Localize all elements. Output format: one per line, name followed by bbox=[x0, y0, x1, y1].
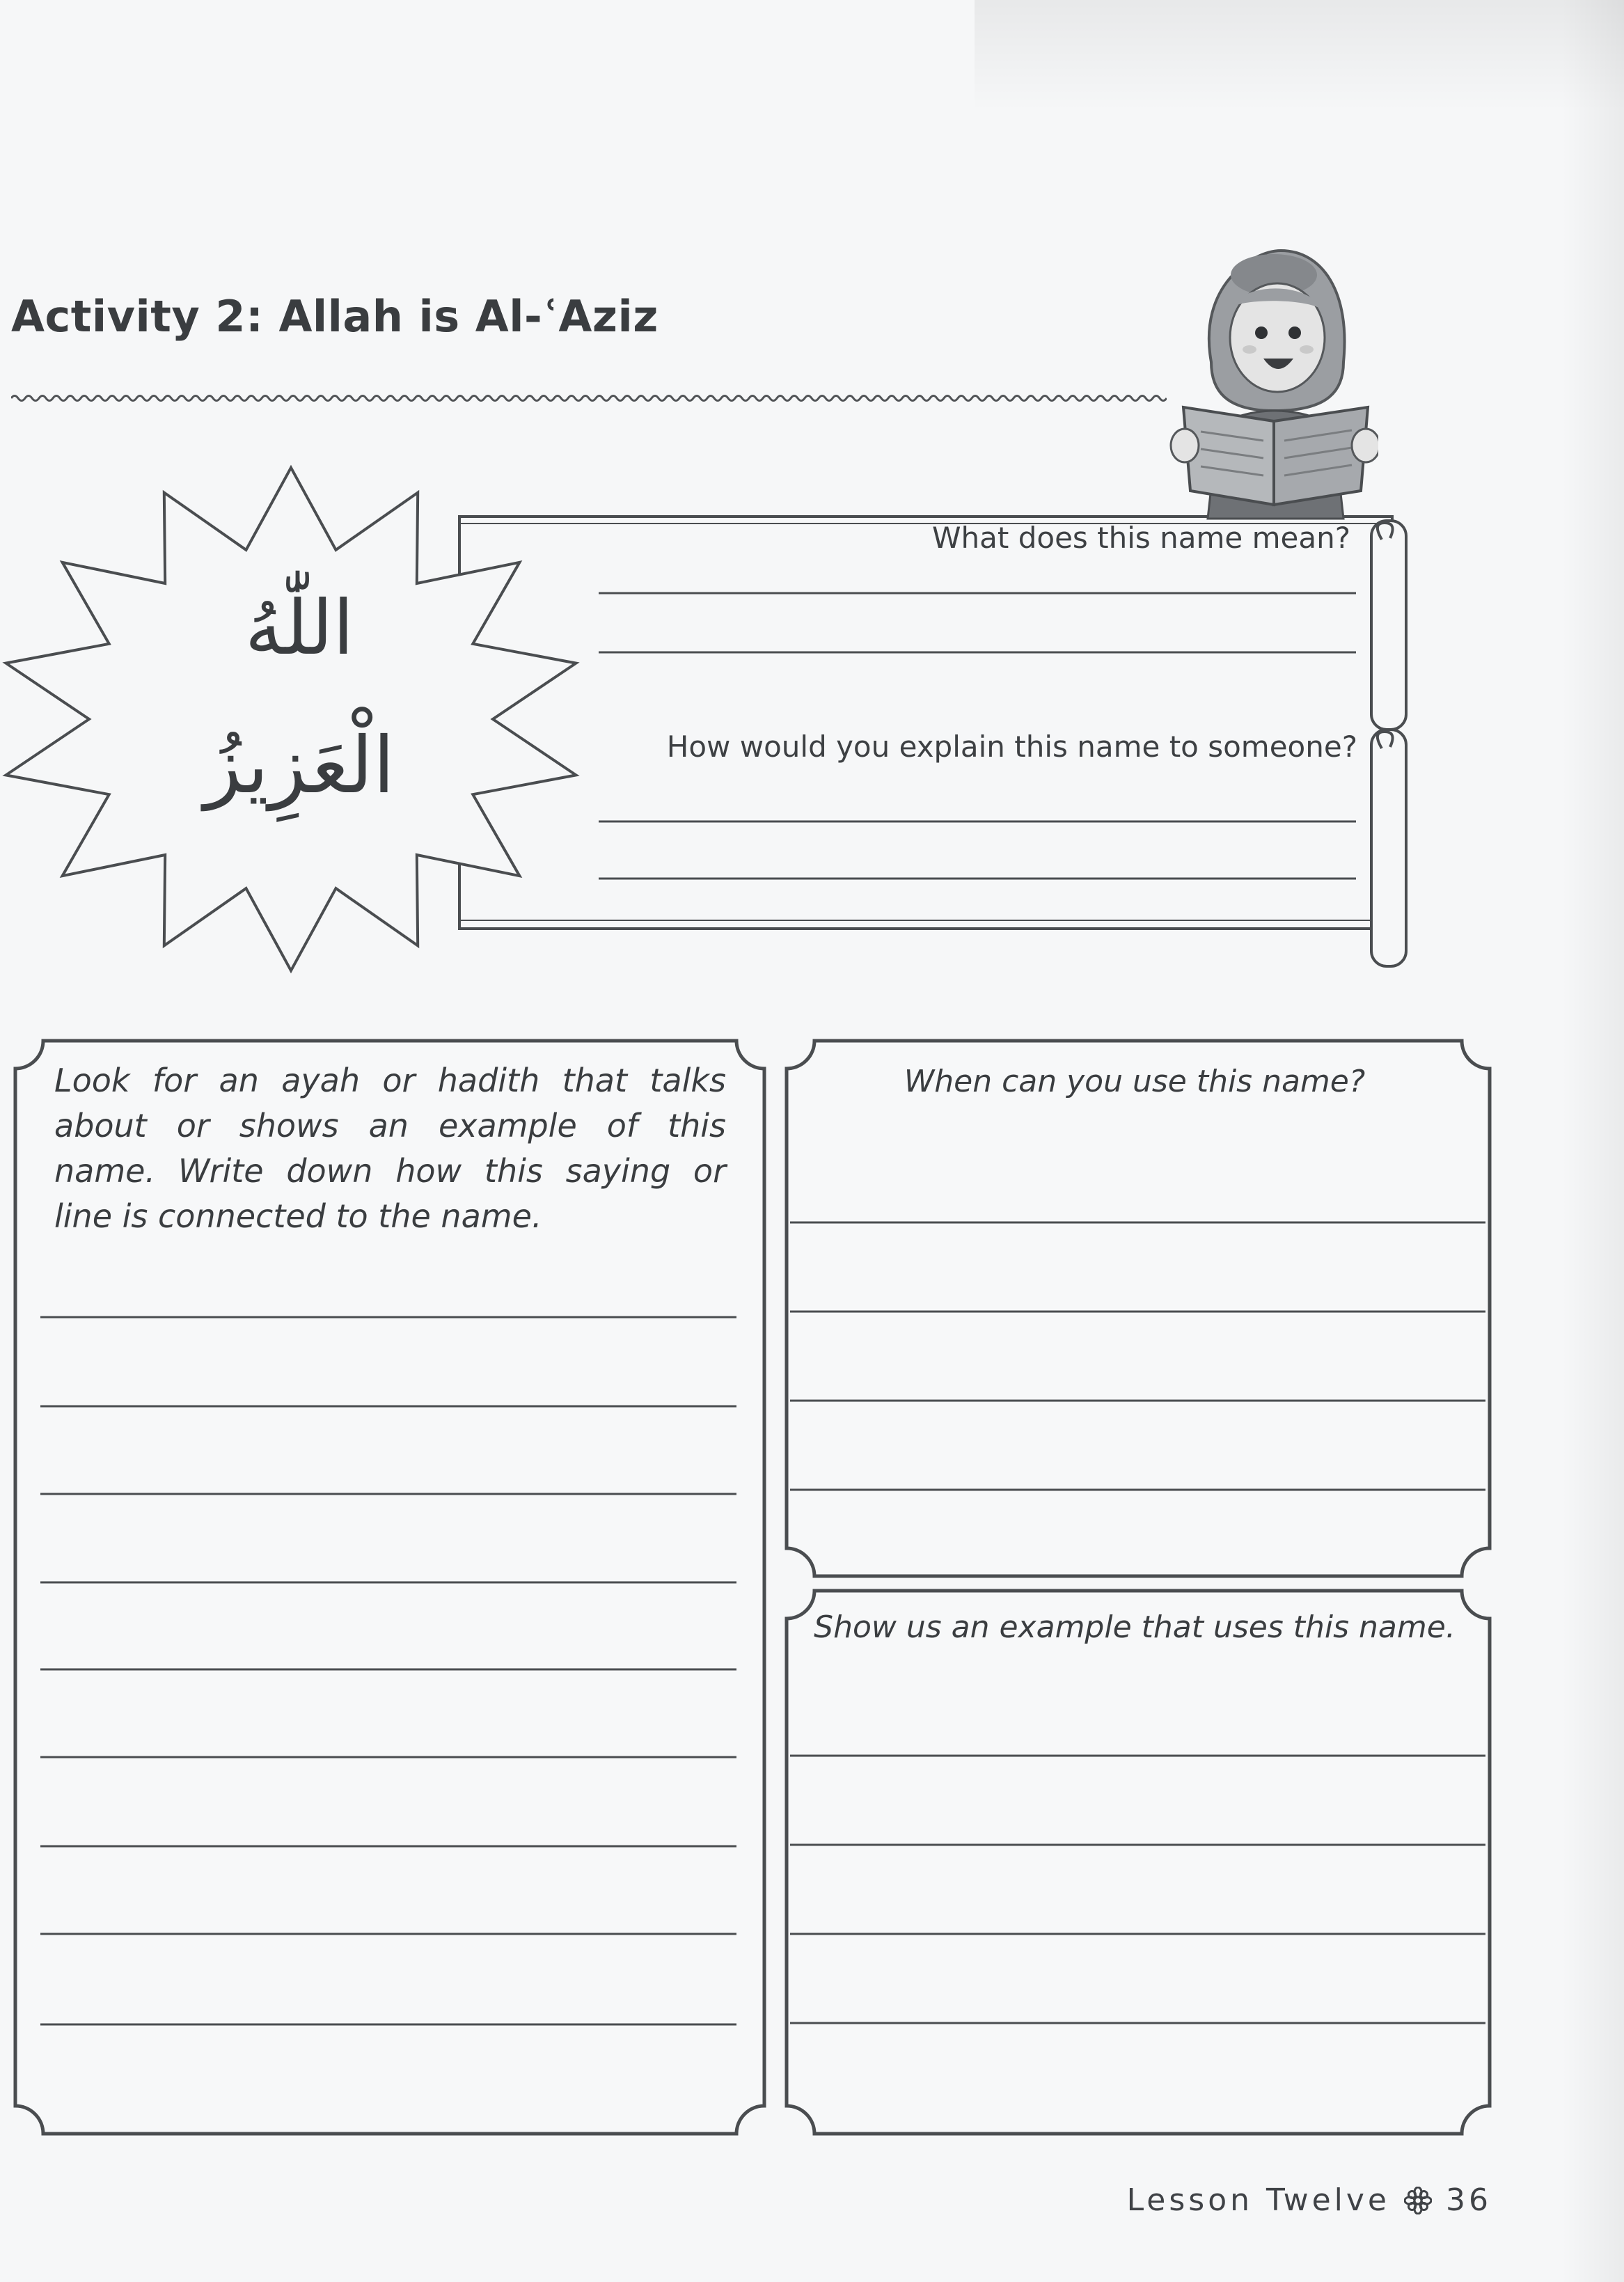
page-footer bbox=[1127, 2182, 1492, 2218]
when-card-heading: When can you use this name? bbox=[904, 1064, 1366, 1099]
flower-ornament-icon bbox=[1404, 2187, 1432, 2214]
arabic-al-aziz: الْعَزِيزُ bbox=[203, 721, 395, 811]
when-card bbox=[787, 1041, 1490, 1576]
example-card bbox=[787, 1591, 1490, 2134]
arabic-allah: اللّٰهُ bbox=[244, 585, 354, 672]
scroll-question-meaning: What does this name mean? bbox=[932, 521, 1350, 555]
activity-title: Activity 2: Allah is Al-ʿAziz bbox=[11, 291, 659, 342]
scroll-question-explain: How would you explain this name to someone? bbox=[666, 730, 1357, 764]
example-card-heading: Show us an example that uses this name. bbox=[814, 1610, 1456, 1645]
ayah-card-prompt-line-1: Look for an ayah or hadith that talks bbox=[54, 1062, 726, 1099]
ayah-card-prompt-line-2: about or shows an example of this bbox=[54, 1107, 726, 1144]
footer-page-number: 36 bbox=[1446, 2182, 1492, 2218]
ayah-card-prompt-line-3: name. Write down how this saying or bbox=[54, 1152, 726, 1190]
ayah-card-prompt-line-4: line is connected to the name. bbox=[54, 1197, 542, 1235]
footer-lesson-label: Lesson Twelve bbox=[1126, 2182, 1390, 2218]
